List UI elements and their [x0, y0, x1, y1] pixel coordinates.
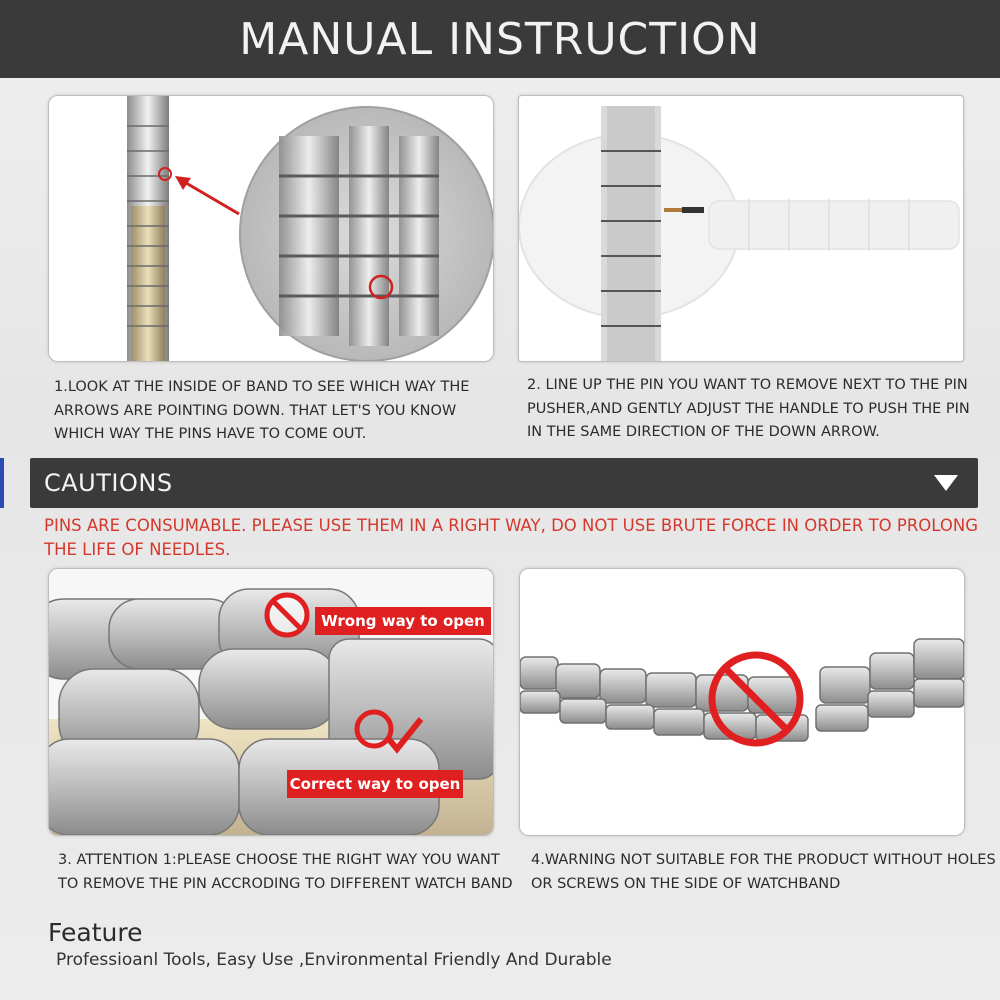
feature-description: Professioanl Tools, Easy Use ,Environmental Friendly And Durable [56, 950, 612, 970]
cautions-title: CAUTIONS [44, 469, 173, 497]
step3-line-1: 3. ATTENTION 1:PLEASE CHOOSE THE RIGHT WAY YOU WANT [58, 852, 500, 868]
step2-instruction [527, 374, 970, 445]
feature-title: Feature [48, 918, 143, 947]
step3-line-2: TO REMOVE THE PIN ACCRODING TO DIFFERENT WATCH BAND [58, 875, 513, 892]
step2-line-3: IN THE SAME DIRECTION OF THE DOWN ARROW. [527, 424, 880, 440]
step1-line-1: 1.LOOK AT THE INSIDE OF BAND TO SEE WHICH WAY THE [54, 379, 470, 395]
step2-image [518, 95, 964, 362]
caution-line-2: THE LIFE OF NEEDLES. [44, 540, 231, 559]
caution-line-1: PINS ARE CONSUMABLE. PLEASE USE THEM IN A RIGHT WAY, DO NOT USE BRUTE FORCE IN ORDER TO PROLONG [44, 516, 978, 535]
chevron-down-icon [934, 475, 958, 491]
wrong-correct-way-illustration [49, 569, 493, 835]
wrong-way-label: Wrong way to open [321, 612, 485, 630]
left-accent-stripe [0, 458, 4, 508]
step4-line-2: OR SCREWS ON THE SIDE OF WATCHBAND [531, 875, 841, 892]
step1-line-2: ARROWS ARE POINTING DOWN. THAT LET'S YOU KNOW [54, 402, 457, 419]
correct-way-label: Correct way to open [289, 775, 461, 793]
band-without-holes-illustration [520, 569, 964, 835]
step4-image [519, 568, 965, 836]
watch-band-magnified-illustration [49, 96, 493, 361]
step2-line-1: 2. LINE UP THE PIN YOU WANT TO REMOVE NEXT TO THE PIN [527, 377, 968, 393]
step3-image [48, 568, 494, 836]
pin-pusher-tool-illustration [519, 96, 963, 361]
step1-instruction [54, 376, 469, 447]
step4-instruction [531, 849, 996, 896]
cautions-header [30, 458, 978, 508]
step2-line-2: PUSHER,AND GENTLY ADJUST THE HANDLE TO PUSH THE PIN [527, 400, 970, 417]
caution-text [44, 514, 1000, 562]
page-title: MANUAL INSTRUCTION [239, 13, 761, 65]
step3-instruction [58, 849, 513, 896]
header-bar [0, 0, 1000, 78]
step1-image [48, 95, 494, 362]
step4-line-1: 4.WARNING NOT SUITABLE FOR THE PRODUCT WITHOUT HOLES [531, 852, 996, 868]
step1-line-3: WHICH WAY THE PINS HAVE TO COME OUT. [54, 426, 367, 442]
